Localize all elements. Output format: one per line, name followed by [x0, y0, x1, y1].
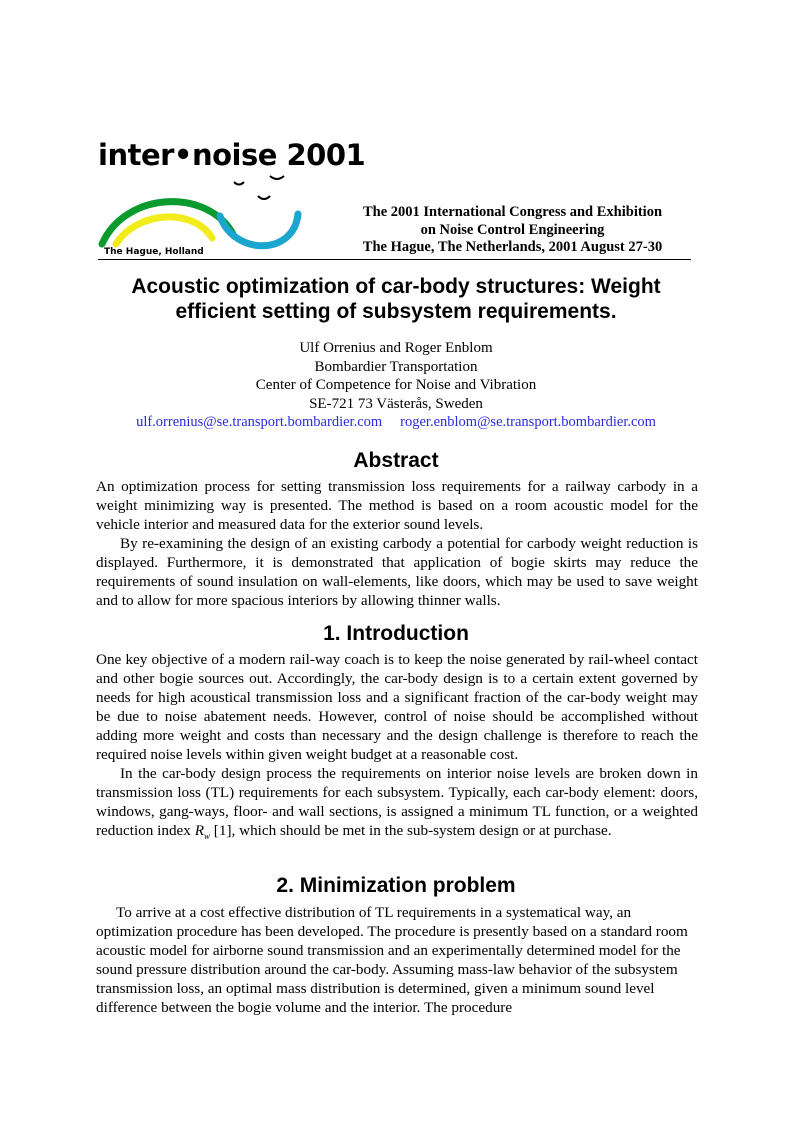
logo-city-caption: The Hague, Holland [104, 247, 204, 257]
author-center: Center of Competence for Noise and Vibration [255, 377, 537, 393]
conference-line-2: on Noise Control Engineering [420, 221, 605, 238]
author-block [98, 339, 694, 413]
author-company: Bombardier Transportation [314, 358, 478, 375]
abstract-heading: Abstract [353, 449, 439, 472]
abstract-paragraph-1: An optimization process for setting transmission loss requirements for a railway carbody in a weight minimizing way is presented. The method is based on a room acoustic model for the vehicle interior and measured data for the exterior sound levels. [96, 478, 698, 533]
author-names: Ulf Orrenius and Roger Enblom [299, 340, 493, 356]
logo-waves-graphic [98, 170, 338, 250]
internoise-logo [98, 130, 366, 260]
minimization-paragraph-1: To arrive at a cost effective distribution of TL requirements in a systematical way, an optimization procedure has been developed. The procedure is presently based on a standard room acoustic model for airborne sound transmission and an experimentally determined model for the sound pressure distribution around the car-body. Assuming mass-law behavior of the subsystem transmission loss, an optimal mass distribution is determined, given a minimum sound level difference between the bogie volume and the interior. The procedure [96, 904, 688, 1016]
conference-header [340, 204, 685, 257]
logo-yellow-arc [116, 217, 212, 244]
introduction-paragraph-1: One key objective of a modern rail-way coach is to keep the noise generated by rail-wheel contact and other bogie sources out. Accordingly, the car-body design is to a certain extent governed by needs for high acoustical transmission loss and a significant fraction of the car-body weight may be due to noise abatement needs. However, control of noise should be accomplished without adding more weight and costs than necessary and the design challenge is therefore to reach the required noise levels within given weight budget at a reasonable cost. [96, 651, 698, 763]
email-link-orrenius[interactable]: ulf.orrenius@se.transport.bombardier.com [136, 414, 383, 430]
intro-p2-text-b: [1], which should be met in the sub-system design or at purchase. [210, 822, 612, 839]
abstract-paragraph-2: By re-examining the design of an existing carbody a potential for carbody weight reduction is displayed. Furthermore, it is demonstrated that application of bogie skirts may reduce the requirements of sound insulation on wall-elements, like doors, which may be used to save weight and to allow for more spacious interiors by allowing thinner walls. [96, 535, 698, 609]
introduction-heading: 1. Introduction [323, 622, 469, 645]
conference-line-1: The 2001 International Congress and Exhibition [362, 204, 663, 220]
header-rule [98, 259, 691, 260]
weighted-reduction-index-symbol: $R_w$ [194, 822, 210, 842]
author-address: SE-721 73 Västerås, Sweden [309, 395, 483, 412]
logo-bird-2 [270, 176, 284, 179]
introduction-paragraph-2 [96, 764, 698, 846]
intro-p2-text-a: In the car-body design process the requirements on interior noise levels are broken down in transmission loss (TL) requirements for each subsystem. Typically, each car-body element: doors, windows, gang-ways, floor- and wall sections, is assigned a minimum TL function, or a weighted reduction index [96, 765, 698, 839]
logo-bird-3 [258, 196, 270, 199]
email-link-enblom[interactable]: roger.enblom@se.transport.bombardier.com [400, 414, 656, 430]
conference-line-3: The Hague, The Netherlands, 2001 August 27-30 [362, 239, 663, 255]
author-emails [98, 413, 694, 431]
minimization-heading: 2. Minimization problem [276, 874, 516, 897]
logo-wordmark: inter•noise 2001 [98, 138, 366, 172]
paper-title: Acoustic optimization of car-body structures: Weight efficient setting of subsystem requirements. [131, 275, 661, 323]
logo-bird-1 [234, 182, 244, 185]
logo-blue-arc [220, 214, 298, 246]
